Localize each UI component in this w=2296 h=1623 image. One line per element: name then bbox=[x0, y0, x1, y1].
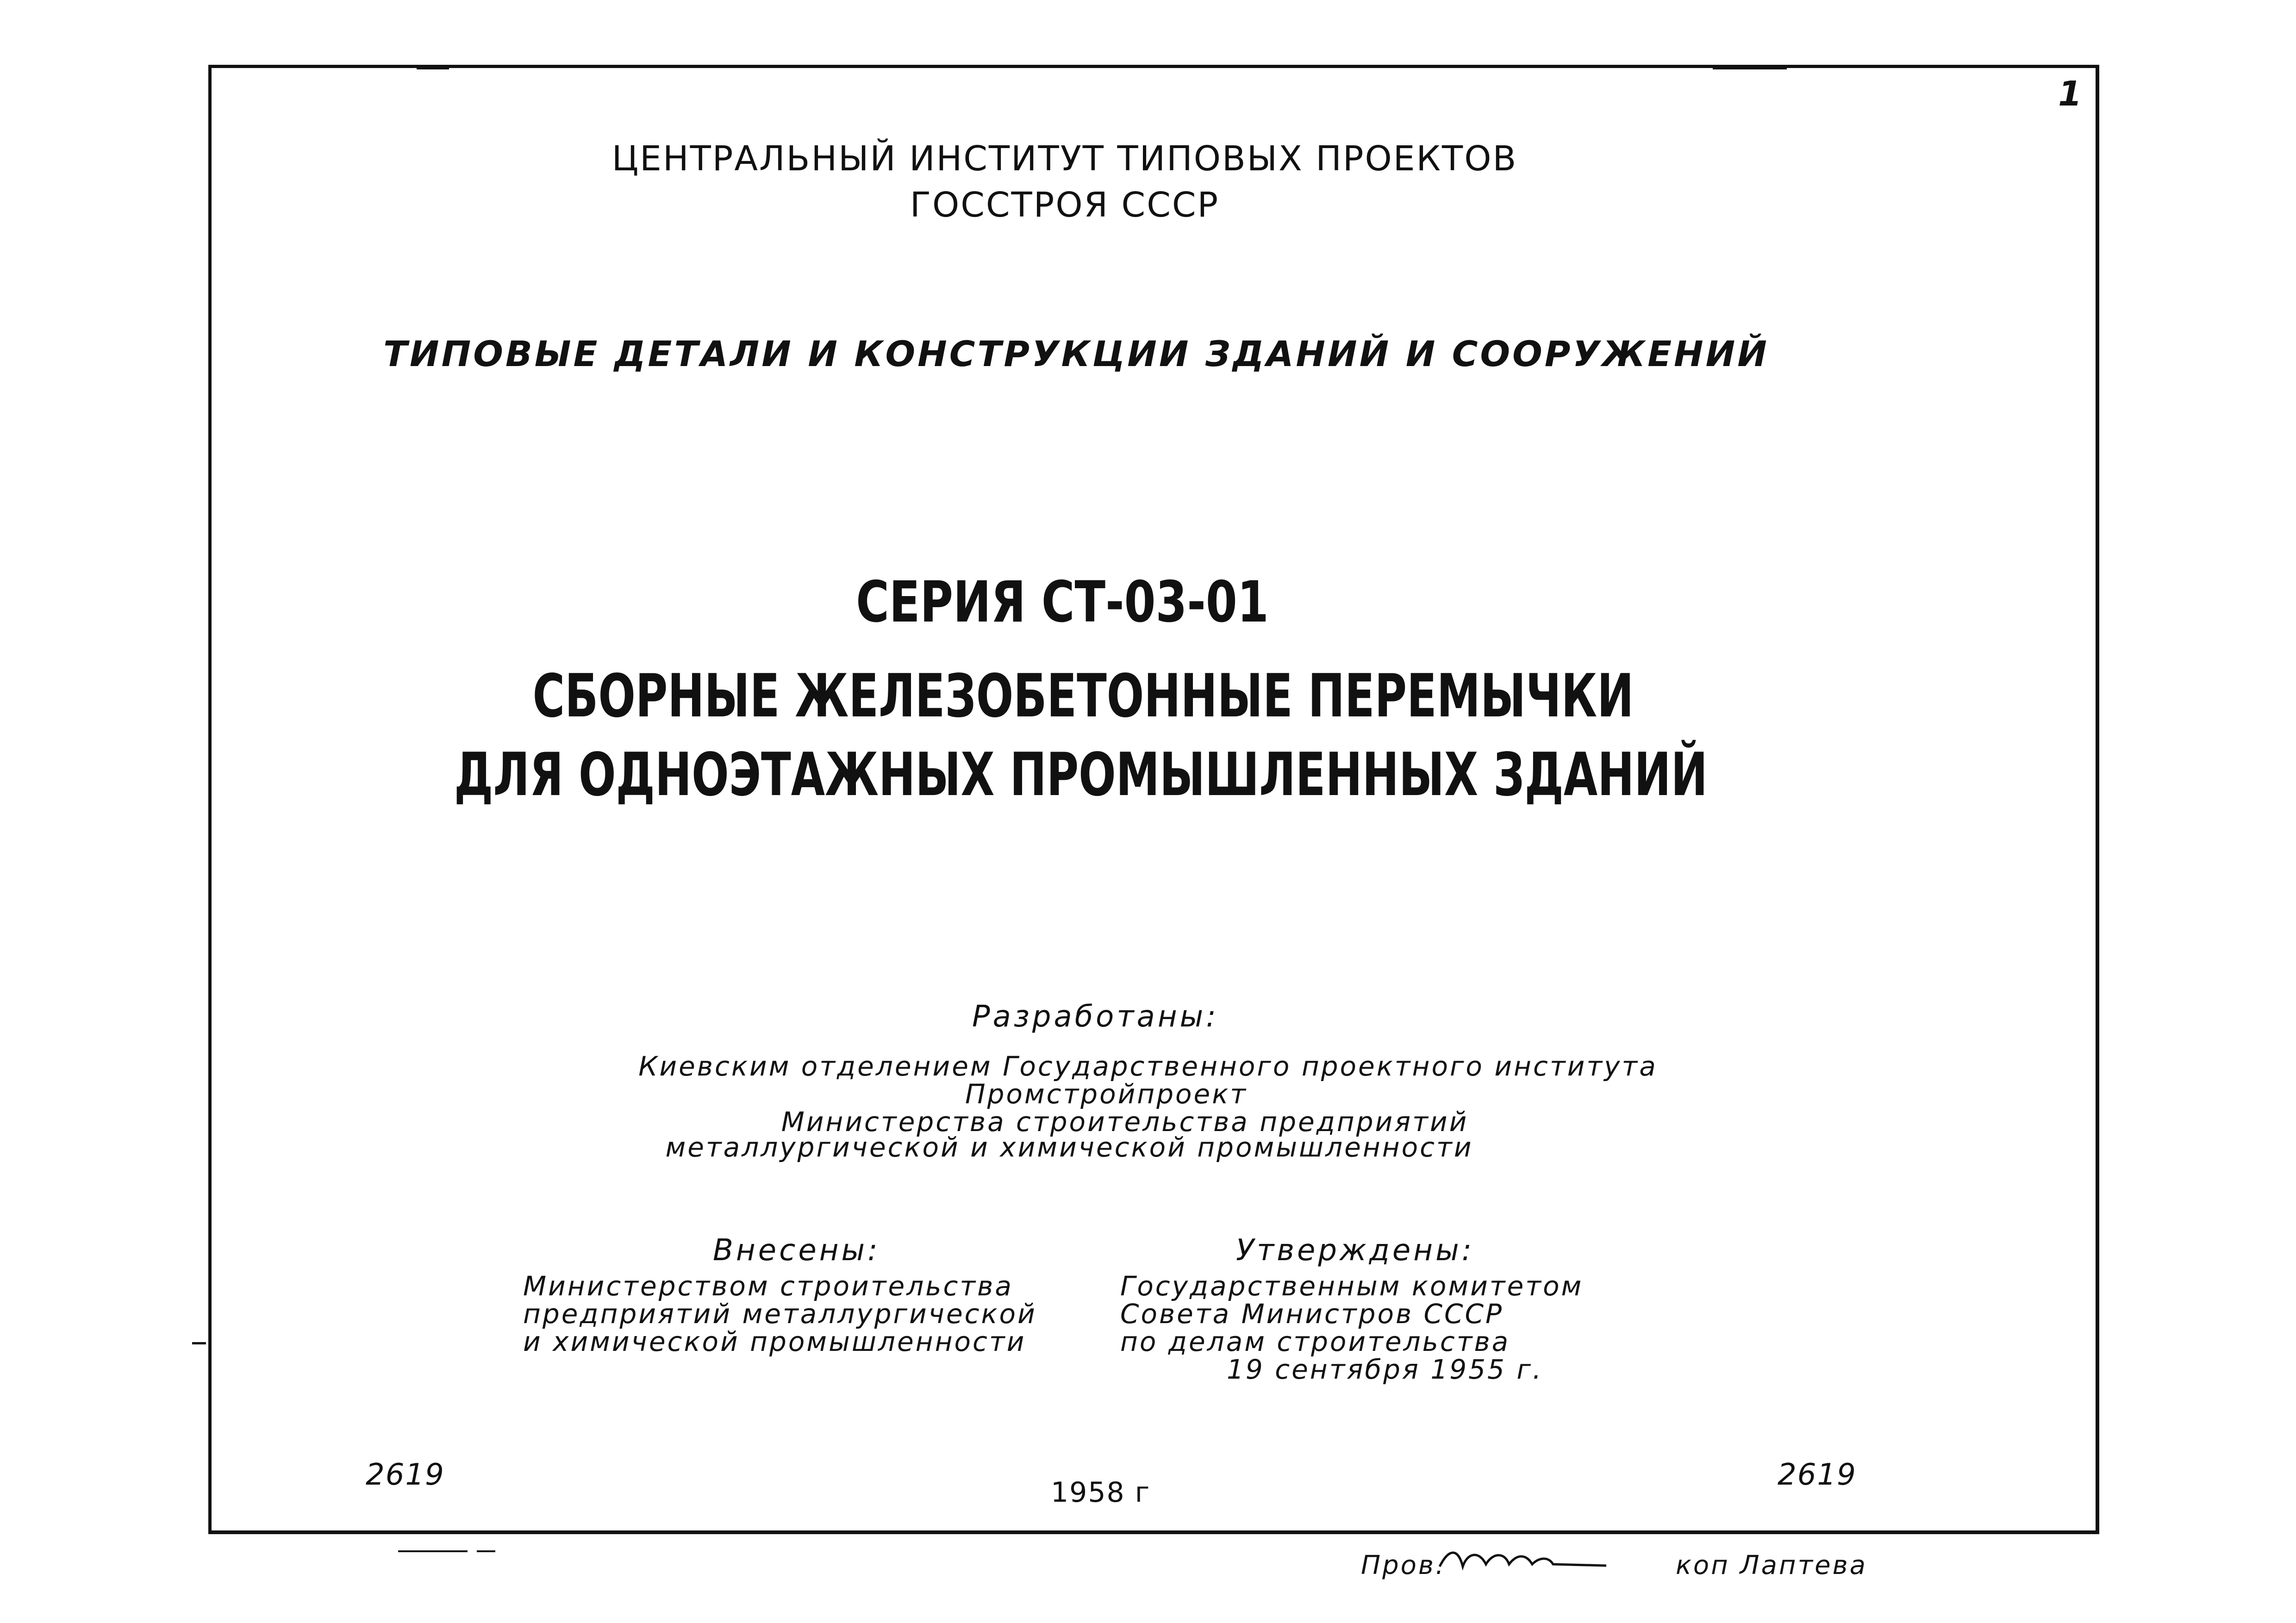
developed-line-3: Министерства строительства предприятий bbox=[781, 1106, 1469, 1138]
submitted-line-3: и химической промышленности bbox=[523, 1326, 1026, 1357]
submitted-heading: Внесены: bbox=[713, 1233, 880, 1268]
institute-line-2: ГОССТРОЯ СССР bbox=[910, 185, 1220, 225]
checker-signature bbox=[1435, 1539, 1611, 1580]
series-heading: СЕРИЯ СТ-03-01 bbox=[856, 569, 1269, 635]
code-left: 2619 bbox=[366, 1458, 445, 1492]
submitted-line-2: предприятий металлургической bbox=[523, 1298, 1037, 1330]
approved-heading: Утверждены: bbox=[1236, 1233, 1475, 1268]
document-title-line-1: СБОРНЫЕ ЖЕЛЕЗОБЕТОННЫЕ ПЕРЕМЫЧКИ bbox=[532, 662, 1634, 731]
developed-line-1: Киевским отделением Государственного проектного института bbox=[638, 1051, 1658, 1082]
developed-line-4: металлургической и химической промышленности bbox=[665, 1132, 1473, 1163]
approved-date: 19 сентября 1955 г. bbox=[1227, 1354, 1543, 1385]
frame-mark bbox=[192, 1342, 206, 1344]
developed-line-2: Промстройпроект bbox=[965, 1078, 1248, 1110]
publication-year: 1958 г bbox=[1051, 1476, 1151, 1509]
code-right: 2619 bbox=[1778, 1458, 1857, 1492]
frame-dash bbox=[1713, 68, 1787, 69]
approved-line-2: Совета Министров СССР bbox=[1120, 1298, 1504, 1330]
submitted-line-1: Министерством строительства bbox=[523, 1270, 1013, 1302]
frame-dash bbox=[417, 68, 449, 69]
sheet-number: 1 bbox=[2058, 74, 2082, 114]
checked-by-label: Пров. bbox=[1361, 1550, 1446, 1580]
approved-line-3: по делам строительства bbox=[1120, 1326, 1510, 1357]
frame-dash bbox=[477, 1550, 495, 1552]
document-title-line-2: ДЛЯ ОДНОЭТАЖНЫХ ПРОМЫШЛЕННЫХ ЗДАНИЙ bbox=[454, 740, 1708, 809]
frame-dash bbox=[398, 1550, 468, 1552]
category-heading: ТИПОВЫЕ ДЕТАЛИ И КОНСТРУКЦИИ ЗДАНИЙ И СООРУЖЕНИЙ bbox=[383, 333, 1769, 374]
institute-line-1: ЦЕНТРАЛЬНЫЙ ИНСТИТУТ ТИПОВЫХ ПРОЕКТОВ bbox=[611, 139, 1518, 179]
copied-by-label: коп Лаптева bbox=[1676, 1550, 1867, 1580]
approved-line-1: Государственным комитетом bbox=[1120, 1270, 1584, 1302]
developed-heading: Разработаны: bbox=[972, 1000, 1219, 1034]
